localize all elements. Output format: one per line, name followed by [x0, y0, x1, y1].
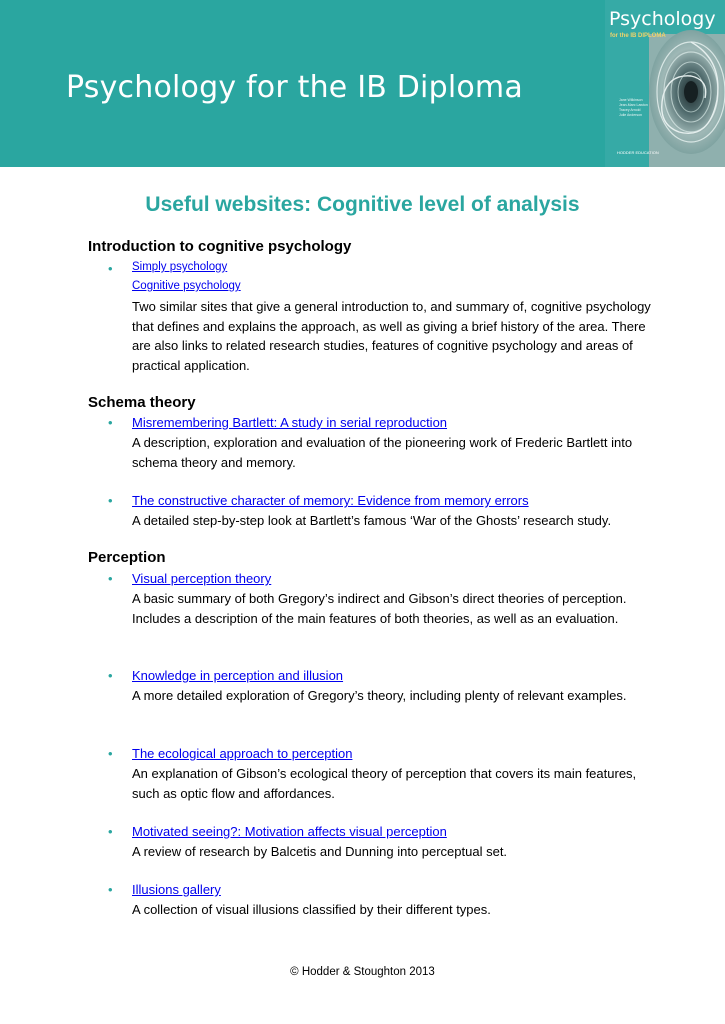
bullet-icon: • — [108, 824, 113, 839]
cover-authors — [619, 98, 649, 118]
section-heading-introduction: Introduction to cognitive psychology — [88, 238, 352, 255]
publisher-logo: HODDER EDUCATION — [617, 150, 659, 155]
item-description: A detailed step-by-step look at Bartlett’s famous ‘War of the Ghosts’ research study. — [132, 513, 612, 528]
cover-author: Julie Anderson — [619, 113, 642, 117]
bullet-icon: • — [108, 668, 113, 683]
cover-subtitle: for the IB DIPLOMA — [610, 33, 666, 39]
bullet-icon: • — [108, 571, 113, 586]
book-cover-image — [605, 0, 725, 167]
bullet-icon: • — [108, 261, 113, 276]
section-heading-perception: Perception — [88, 549, 166, 566]
link-visual-perception-theory[interactable]: Visual perception theory — [132, 571, 272, 586]
link-knowledge-in-perception[interactable]: Knowledge in perception and illusion — [132, 668, 344, 683]
item-description: A collection of visual illusions classified by their different types. — [132, 902, 491, 917]
item-description: A review of research by Balcetis and Dunning into perceptual set. — [132, 844, 508, 859]
banner-title: Psychology for the IB Diploma — [66, 70, 523, 105]
cover-author: Tracey Arnold — [619, 108, 641, 112]
item-description: A description, exploration and evaluation of the pioneering work of Frederic Bartlett into schema theory and memory. — [132, 435, 633, 470]
link-ecological-approach[interactable]: The ecological approach to perception — [132, 746, 353, 761]
cover-author: Jane Wilkinson — [619, 98, 643, 102]
bullet-icon: • — [108, 493, 113, 508]
footer-copyright: © Hodder & Stoughton 2013 — [290, 966, 435, 978]
page-heading: Useful websites: Cognitive level of analysis — [145, 193, 580, 216]
link-simply-psychology[interactable]: Simply psychology — [132, 261, 228, 273]
link-cognitive-psychology[interactable]: Cognitive psychology — [132, 280, 241, 292]
section-heading-schema-theory: Schema theory — [88, 394, 196, 411]
item-description: A more detailed exploration of Gregory’s theory, including plenty of relevant examples. — [132, 688, 627, 703]
bullet-icon: • — [108, 415, 113, 430]
item-description: Two similar sites that give a general introduction to, and summary of, cognitive psychology that defines and explains the approach, as well as giving a brief history of the area. There are also links to related research studies, features of cognitive psychology and areas of practical application. — [132, 299, 651, 373]
bullet-icon: • — [108, 746, 113, 761]
item-description: A basic summary of both Gregory’s indirect and Gibson’s direct theories of perception. Includes a description of the main features of both theories, as well as an evaluation. — [132, 591, 627, 626]
bullet-icon: • — [108, 882, 113, 897]
link-constructive-character-of-memory[interactable]: The constructive character of memory: Evidence from memory errors — [132, 493, 529, 508]
cover-author: Jean-Marc Lawton — [619, 103, 648, 107]
link-motivated-seeing[interactable]: Motivated seeing?: Motivation affects visual perception — [132, 824, 447, 839]
cover-title: Psychology — [609, 8, 716, 30]
item-description: An explanation of Gibson’s ecological theory of perception that covers its main features, such as optic flow and affordances. — [132, 766, 637, 801]
link-misremembering-bartlett[interactable]: Misremembering Bartlett: A study in serial reproduction — [132, 415, 448, 430]
link-illusions-gallery[interactable]: Illusions gallery — [132, 882, 221, 897]
